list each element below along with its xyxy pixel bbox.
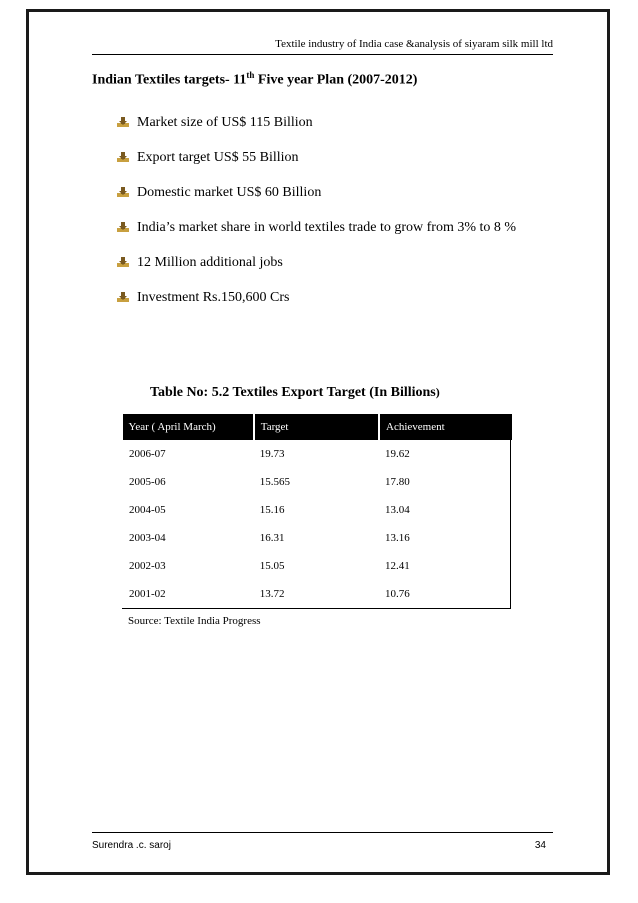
column-header-year: Year ( April March) <box>123 414 254 440</box>
table-row <box>123 496 511 524</box>
cell-target: 16.31 <box>259 532 285 544</box>
cell-achievement: 10.76 <box>379 580 510 609</box>
table-title <box>150 385 440 401</box>
bullet-arrow-icon <box>116 221 130 233</box>
cell-achievement: 19.62 <box>379 440 510 468</box>
list-item <box>116 110 536 136</box>
table-source-note: Source: Textile India Progress <box>128 615 261 627</box>
cell-target: 15.565 <box>259 476 290 488</box>
bullet-arrow-icon <box>116 291 130 303</box>
list-item <box>116 145 536 171</box>
bullet-text: Investment Rs.150,600 Crs <box>137 290 290 305</box>
list-item <box>116 180 536 206</box>
cell-achievement: 13.04 <box>379 496 510 524</box>
cell-achievement: 17.80 <box>379 468 510 496</box>
bullet-text: Domestic market US$ 60 Billion <box>137 185 322 200</box>
bullet-text: India’s market share in world textiles trade to grow from 3% to 8 % <box>137 220 517 235</box>
footer-author: Surendra .c. saroj <box>92 840 171 851</box>
bullet-text: Export target US$ 55 Billion <box>137 150 299 165</box>
export-target-table <box>122 414 512 609</box>
header-rule <box>92 54 553 55</box>
table-title-close: ) <box>435 385 440 399</box>
list-item <box>116 250 536 276</box>
table-header-row <box>123 414 511 440</box>
footer-rule <box>92 832 553 833</box>
bullet-arrow-icon <box>116 116 130 128</box>
heading-superscript: th <box>246 70 255 80</box>
table-row <box>123 440 511 468</box>
cell-target: 13.72 <box>254 580 379 609</box>
list-item <box>116 285 536 311</box>
list-item <box>116 215 536 241</box>
cell-target: 15.05 <box>259 560 285 572</box>
bullet-text: 12 Million additional jobs <box>137 255 283 270</box>
cell-achievement: 13.16 <box>379 524 510 552</box>
table-row <box>123 524 511 552</box>
bullet-arrow-icon <box>116 256 130 268</box>
table-row <box>123 468 511 496</box>
cell-year: 2005-06 <box>123 468 254 496</box>
bullet-arrow-icon <box>116 151 130 163</box>
cell-achievement: 12.41 <box>379 552 510 580</box>
running-header: Textile industry of India case &analysis of siyaram silk mill ltd <box>275 38 553 50</box>
cell-year: 2004-05 <box>123 496 254 524</box>
column-header-achievement: Achievement <box>379 414 510 440</box>
cell-year: 2006-07 <box>123 440 254 468</box>
table-row <box>123 552 511 580</box>
page-number: 34 <box>534 840 546 851</box>
cell-target: 15.16 <box>259 504 285 516</box>
column-header-target: Target <box>254 414 379 440</box>
table-title-text: Table No: 5.2 Textiles Export Target (In Billions <box>150 385 436 400</box>
bullet-text: Market size of US$ 115 Billion <box>137 115 313 130</box>
heading-text: Indian Textiles targets- 11 <box>92 72 247 88</box>
bullet-arrow-icon <box>116 186 130 198</box>
cell-target: 19.73 <box>259 448 285 460</box>
cell-year: 2001-02 <box>123 580 254 609</box>
heading-text-rest: Five year Plan (2007-2012) <box>254 72 418 88</box>
table-row <box>123 580 511 609</box>
target-bullet-list <box>116 110 536 320</box>
cell-year: 2002-03 <box>123 552 254 580</box>
cell-year: 2003-04 <box>123 524 254 552</box>
section-heading <box>92 70 417 89</box>
